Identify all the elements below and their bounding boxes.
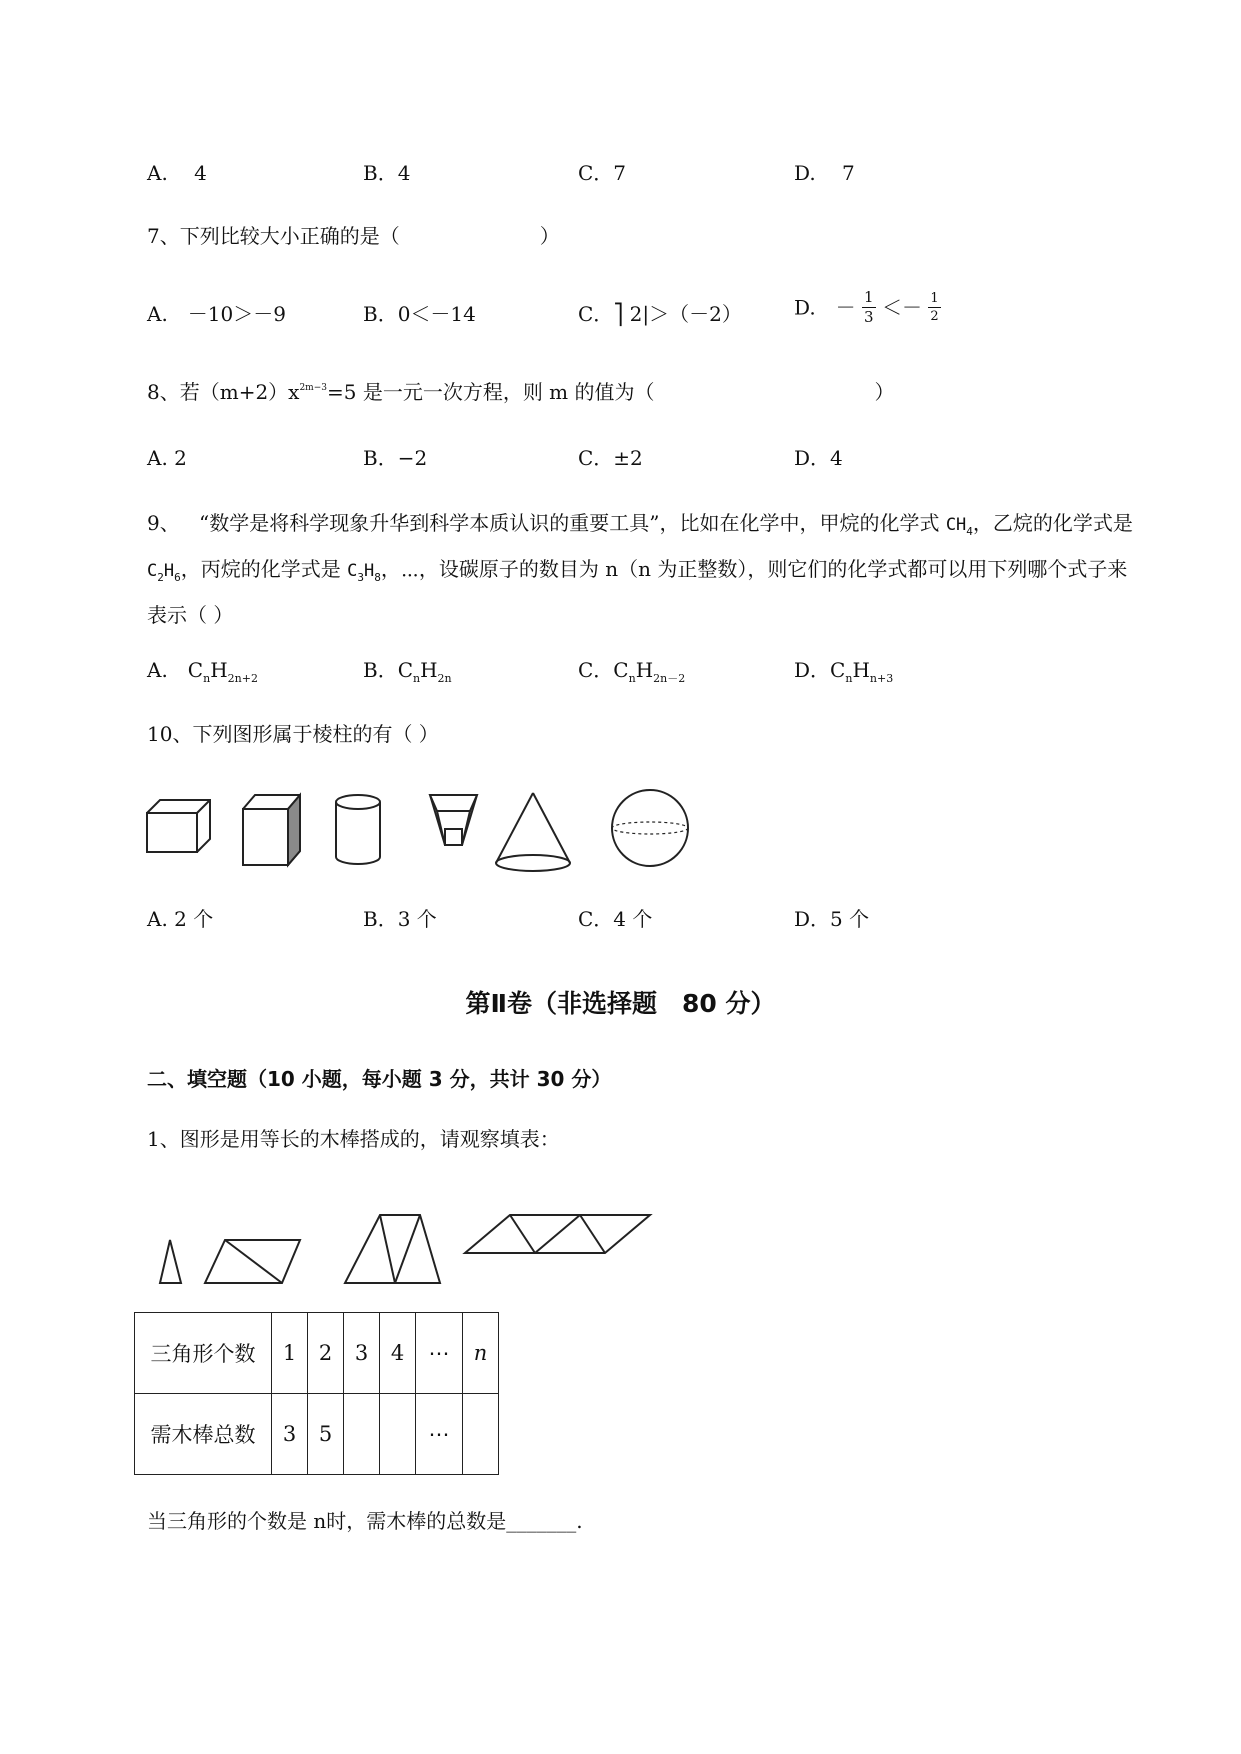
q6-option-c: C．7	[578, 161, 627, 185]
q8-option-b: B．−2	[363, 446, 428, 470]
q9-option-b	[363, 658, 452, 685]
q9-text-4: ，⋯，设碳原子的数目为 n（n 为正整数），则它们的化学式都可以用下列哪个式子来表示（ ）	[147, 557, 1128, 627]
q8-stem-pre: 8、若（m+2）x	[147, 380, 300, 404]
q9-c2h6-sub2: 6	[174, 571, 181, 584]
q7-d-prefix: D. －	[794, 295, 856, 320]
sticks-table	[134, 1312, 499, 1475]
q8-option-d: D．4	[794, 446, 843, 470]
q9-text-3: ，丙烷的化学式是	[180, 557, 348, 581]
q7-option-c: C．⎤ 2|＞（－2）	[578, 302, 742, 326]
q9-c3h8-sub2: 8	[374, 571, 381, 584]
q8-option-c: C．±2	[578, 446, 643, 470]
table-row	[135, 1394, 499, 1475]
section-title: 第Ⅱ卷（非选择题 80 分）	[465, 989, 776, 1018]
q8-stem-post: =5 是一元一次方程，则 m 的值为（ ）	[326, 380, 895, 404]
q10-option-a: A. 2 个	[147, 907, 214, 931]
q7-d-frac1-num: 1	[864, 288, 874, 306]
fill1-answer-line: 当三角形的个数是 n时，需木棒的总数是_______.	[147, 1509, 583, 1533]
q7-stem: 7、下列比较大小正确的是（ ）	[147, 224, 560, 248]
q9-c-label: C．C	[578, 658, 629, 682]
q10-option-b: B．3 个	[363, 907, 437, 931]
q7-option-b: B．0＜－14	[363, 302, 476, 326]
q6-option-a: A. 4	[147, 161, 207, 185]
sphere-shape	[612, 790, 688, 866]
q10-stem: 10、下列图形属于棱柱的有（ ）	[147, 722, 439, 746]
q9-b-label: B．C	[363, 658, 413, 682]
q9-c2h6-sub1: 2	[157, 571, 164, 584]
table-cell: ⋯	[416, 1313, 463, 1394]
cube-shape	[243, 795, 300, 865]
q9-d-label: D．C	[794, 658, 846, 682]
cuboid-shape	[147, 800, 210, 852]
q9-option-c	[578, 658, 686, 685]
q7-d-mid: ＜－	[881, 295, 922, 320]
q9-a-label: A. C	[147, 658, 204, 682]
q9-d-sub1: n	[845, 672, 853, 685]
q6-option-b: B．4	[363, 161, 411, 185]
q7-option-d	[794, 290, 941, 325]
one-triangle	[160, 1240, 181, 1283]
two-triangles	[205, 1240, 300, 1283]
q9-c2h6-h: H	[163, 561, 175, 581]
q9-ch4	[945, 515, 973, 538]
q7-d-frac2-num: 1	[930, 291, 939, 306]
table-cell: 5	[308, 1394, 344, 1475]
q9-d-sub2: n+3	[869, 672, 894, 685]
cylinder-shape	[336, 795, 380, 864]
q10-option-d: D．5 个	[794, 907, 870, 931]
table-cell: n	[463, 1313, 499, 1394]
table-cell	[344, 1394, 380, 1475]
q7-d-fraction-2	[928, 292, 940, 323]
table-cell: 2	[308, 1313, 344, 1394]
q9-option-a	[147, 658, 258, 685]
q7-d-fraction-1	[862, 290, 876, 325]
table-cell	[380, 1394, 416, 1475]
q9-c-sub2: 2n－2	[653, 672, 686, 685]
q8-option-a: A. 2	[147, 446, 187, 470]
q9-c3h8-sub1: 3	[357, 571, 364, 584]
q9-c3h8-h: H	[363, 561, 375, 581]
q9-ch4-sub: 4	[966, 525, 973, 538]
q9-a-sub1: n	[203, 672, 211, 685]
q9-c2h6	[147, 561, 181, 584]
q7-option-a: A. －10＞－9	[147, 302, 286, 326]
q9-a-h: H	[210, 658, 228, 682]
table-row	[135, 1313, 499, 1394]
table-cell: 3	[344, 1313, 380, 1394]
three-triangles	[345, 1215, 440, 1283]
q9-b-h: H	[420, 658, 438, 682]
q7-d-frac1-den: 3	[864, 308, 874, 326]
table-cell: 4	[380, 1313, 416, 1394]
fill1-stem: 1、图形是用等长的木棒搭成的，请观察填表：	[147, 1127, 560, 1151]
q9-option-d	[794, 658, 894, 685]
table-cell: 3	[272, 1394, 308, 1475]
q9-b-sub1: n	[413, 672, 421, 685]
q8-stem	[147, 382, 895, 402]
solid-shapes-figure	[145, 785, 705, 885]
q9-c2h6-c: C	[147, 561, 158, 581]
table-cell	[463, 1394, 499, 1475]
q8-exponent: 2m−3	[299, 383, 327, 393]
q9-c3h8	[347, 561, 381, 584]
table-head-triangles: 三角形个数	[135, 1313, 272, 1394]
triangle-sticks-figure	[150, 1205, 670, 1295]
q9-b-sub2: 2n	[437, 672, 452, 685]
q9-c3h8-c: C	[347, 561, 358, 581]
table-head-sticks: 需木棒总数	[135, 1394, 272, 1475]
q9-ch4-ch: CH	[945, 515, 967, 535]
table-cell: ⋯	[416, 1394, 463, 1475]
q10-option-c: C．4 个	[578, 907, 653, 931]
cone-shape	[496, 793, 570, 871]
q9-d-h: H	[852, 658, 870, 682]
q6-option-d: D. 7	[794, 161, 855, 185]
q9-c-sub1: n	[628, 672, 636, 685]
table-cell: 1	[272, 1313, 308, 1394]
q9-text-1: “数学是将科学现象升华到科学本质认识的重要工具”，比如在化学中，甲烷的化学式	[199, 511, 946, 535]
four-triangles	[465, 1215, 650, 1253]
q9-label: 9、	[147, 511, 180, 535]
q9-a-sub2: 2n+2	[227, 672, 258, 685]
q9-stem	[147, 502, 1147, 637]
q9-text-2: ，乙烷的化学式是	[972, 511, 1133, 535]
part-heading: 二、填空题（10 小题，每小题 3 分，共计 30 分）	[147, 1067, 612, 1091]
q9-c-h: H	[635, 658, 654, 682]
frustum-shape	[430, 795, 477, 845]
q7-d-frac2-den: 2	[930, 309, 939, 324]
